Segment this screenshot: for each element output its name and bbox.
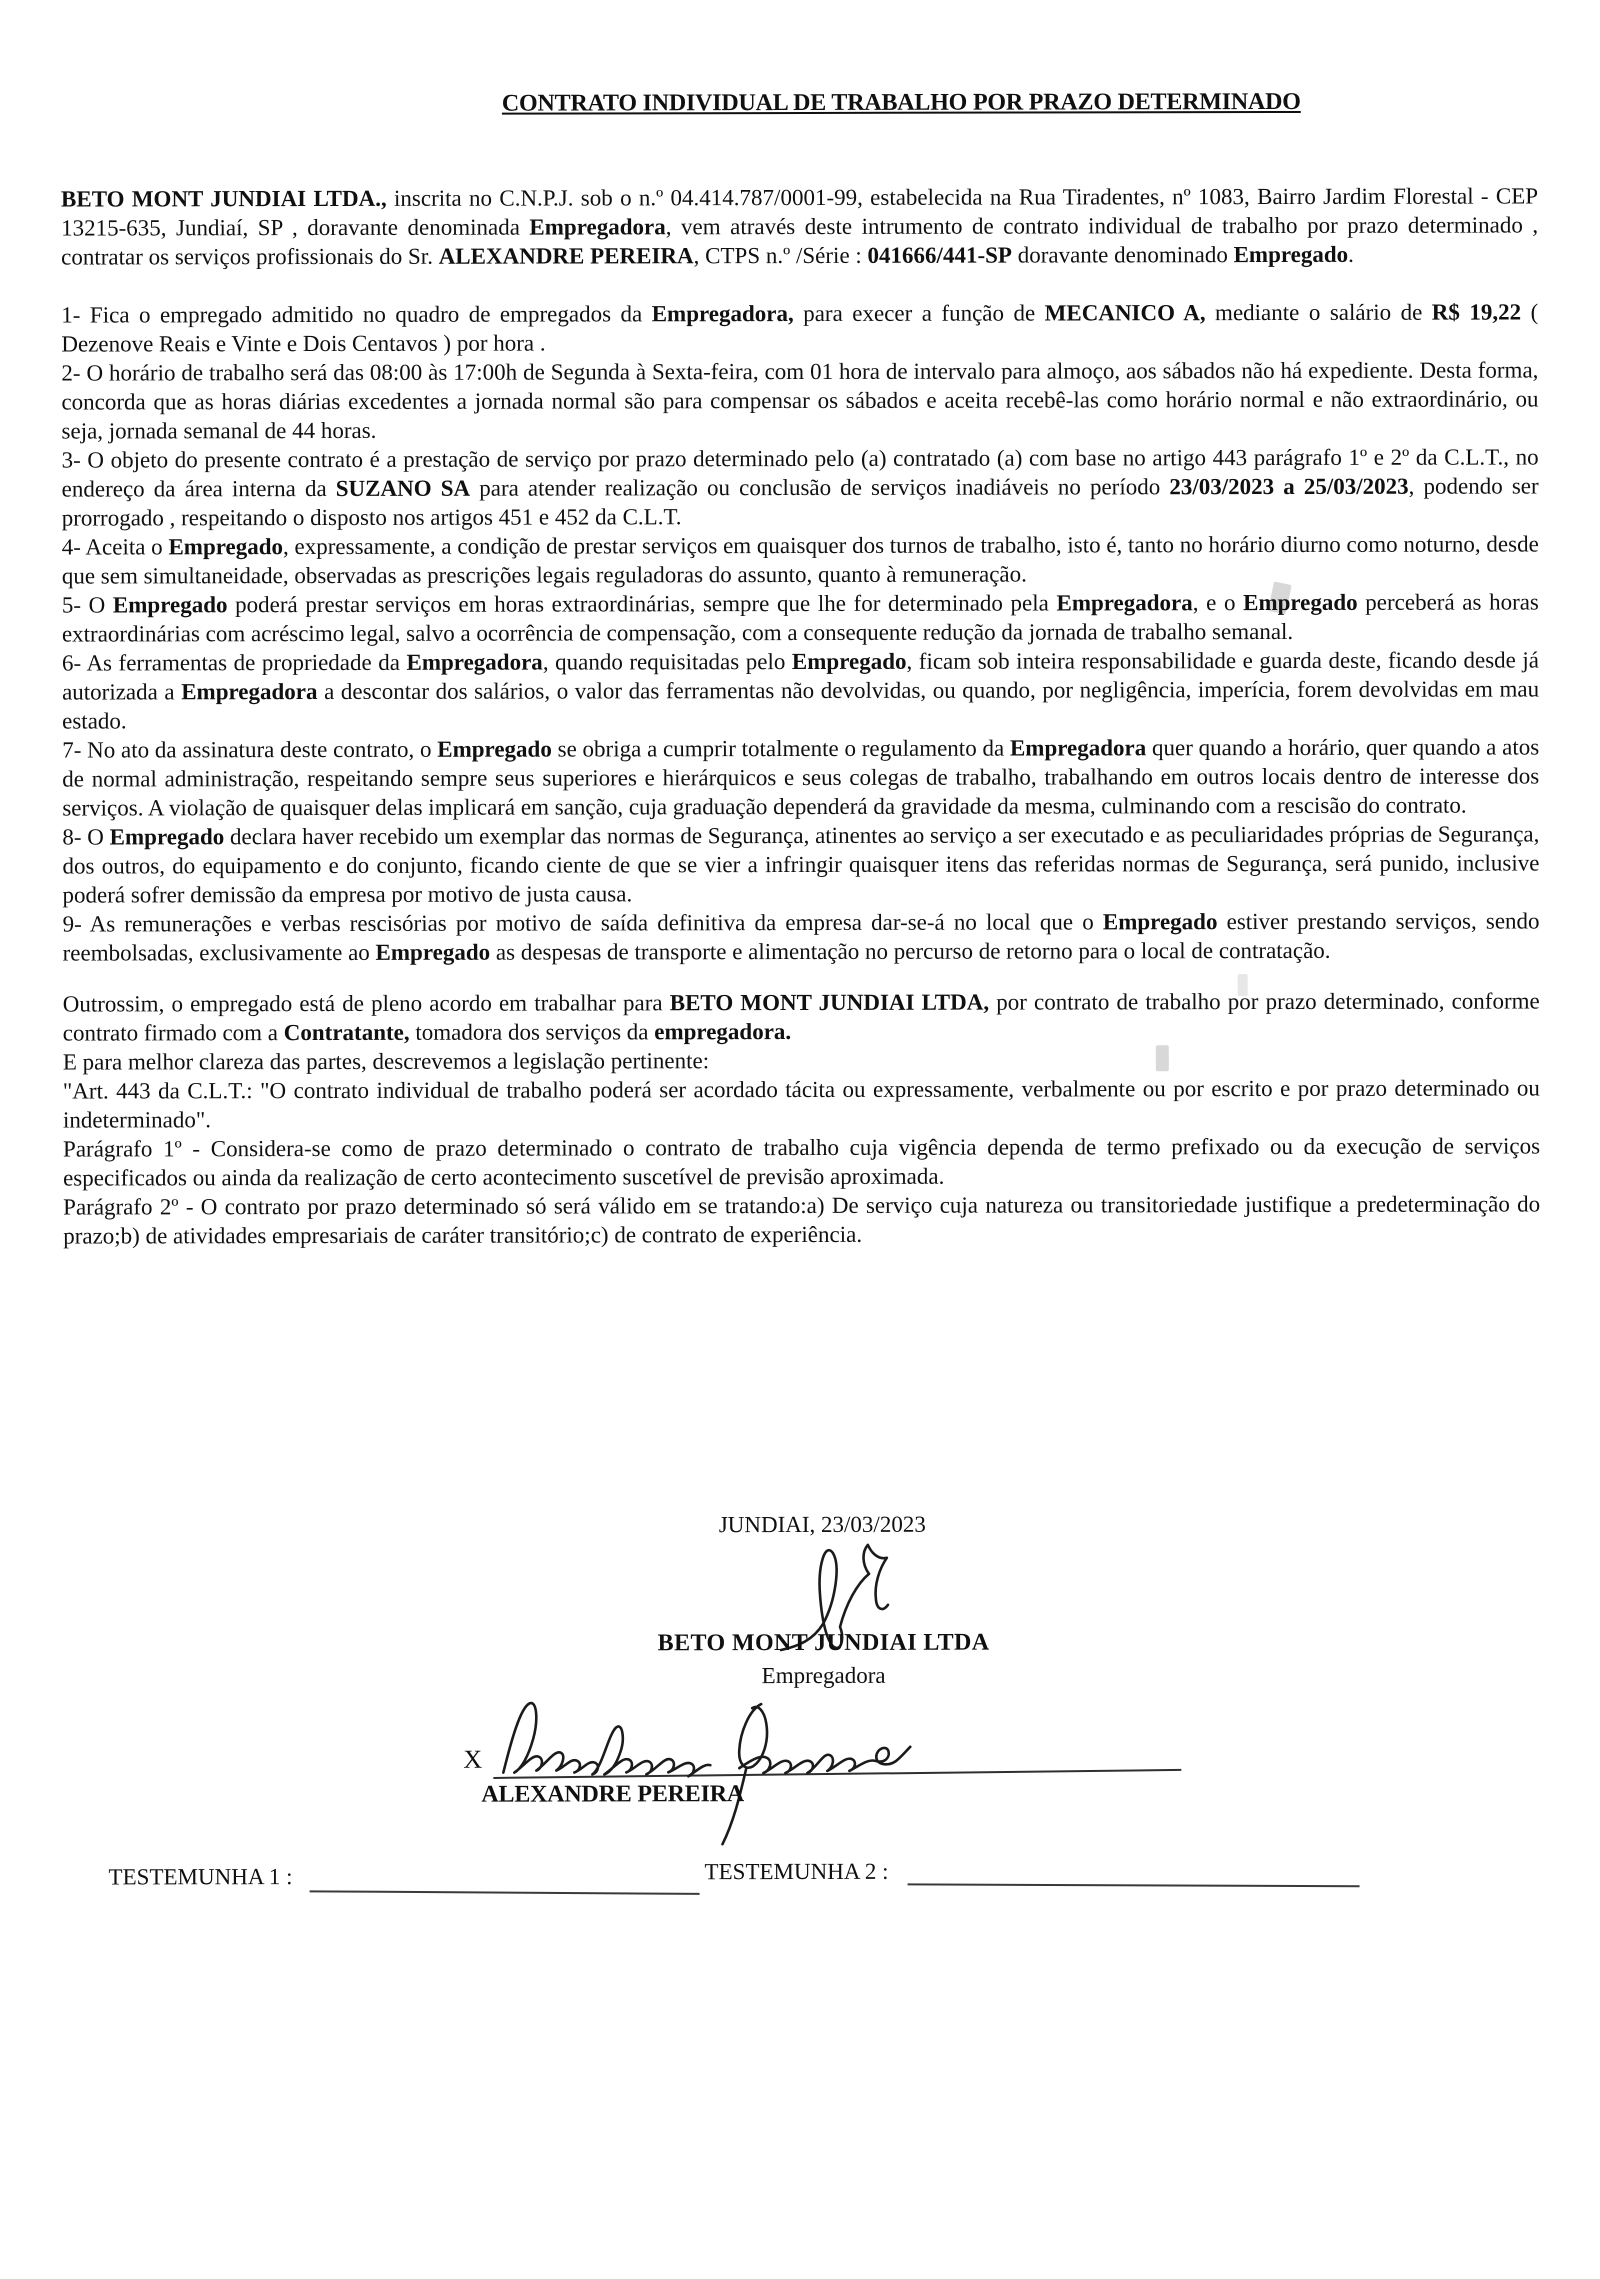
intro-paragraph: BETO MONT JUNDIAI LTDA., inscrita no C.N.P.J. sob o n.º 04.414.787/0001-99, estabelecida na Rua Tiradentes, nº 1083, Bairro Jardim Florestal - CEP 13215-635, Jundiaí, SP , doravante denominada Empregadora, vem através deste intrumento de contrato individual de trabalho por prazo determinado , contratar os serviços profissionais do Sr. ALEXANDRE PEREIRA, CTPS n.º /Série : 041666/441-SP doravante denominado Empregado. xyxy=(61,183,1539,270)
clause-6: 6- As ferramentas de propriedade da Empregadora, quando requisitadas pelo Empregado, ficam sob inteira responsabilidade e guarda deste, ficando desde já autorizada a Empregadora a descontar dos salários, o valor das ferramentas não devolvidas, ou quando, por negligência, imperícia, forem devolvidas em mau estado. xyxy=(61,647,1540,734)
employee-printed-name: ALEXANDRE PEREIRA xyxy=(481,1781,745,1808)
employer-role-label: Empregadora xyxy=(761,1662,886,1689)
legal-intro-line: E para melhor clareza das partes, descrevemos a legislação pertinente: xyxy=(62,1048,710,1075)
clause-8: 8- O Empregado declara haver recebido um exemplar das normas de Segurança, atinentes ao serviço a ser executado e as peculiaridades próprias de Segurança, dos outros, do equipamento e do conjunto, ficando ciente de que se vier a infringir quaisquer itens das referidas normas de Segurança, será punido, inclusive poderá sofrer demissão da empresa por motivo de justa causa. xyxy=(62,821,1540,908)
witness-1-signature-line xyxy=(310,1890,700,1895)
employee-signature-ink xyxy=(499,1698,929,1849)
witness-2-signature-line xyxy=(908,1883,1360,1887)
clause-3: 3- O objeto do presente contrato é a prestação de serviço por prazo determinado pelo (a) contratado (a) com base no artigo 443 parágrafo 1º e 2º da C.L.T., no endereço da área interna da SUZANO SA para atender realização ou conclusão de serviços inadiáveis no período 23/03/2023 a 25/03/2023, podendo ser prorrogado , respeitando o disposto nos artigos 451 e 452 da C.L.T. xyxy=(61,444,1539,531)
employer-company-name: BETO MONT JUNDIAI LTDA xyxy=(657,1629,990,1657)
clause-7: 7- No ato da assinatura deste contrato, o Empregado se obriga a cumprir totalmente o regulamento da Empregadora quer quando a horário, quer quando a atos de normal administração, respeitando sempre seus superiores e hierárquicos e seus colegas de trabalho, trabalhando em outros locais dentro de interesse dos serviços. A violação de quaisquer delas implicará em sanção, cuja graduação dependerá da gravidade da mesma, culminando com a rescisão do contrato. xyxy=(62,734,1540,821)
art-443-paragraph: "Art. 443 da C.L.T.: "O contrato individual de trabalho poderá ser acordado tácita ou expressamente, verbalmente ou por escrito e por prazo determinado ou indeterminado". xyxy=(62,1075,1540,1133)
employee-x-mark: X xyxy=(463,1744,483,1774)
paragrafo-2-paragraph: Parágrafo 2º - O contrato por prazo determinado só será válido em se tratando:a) De serviço cuja natureza ou transitoriedade justifique a predeterminação do prazo;b) de atividades empresariais de caráter transitório;c) de contrato de experiência. xyxy=(63,1191,1541,1249)
date-line: JUNDIAI, 23/03/2023 xyxy=(718,1511,926,1538)
clause-4: 4- Aceita o Empregado, expressamente, a condição de prestar serviços em quaisquer dos turnos de trabalho, isto é, tanto no horário diurno como noturno, desde que sem simultaneidade, observadas as prescrições legais reguladoras do assunto, quanto à remuneração. xyxy=(61,531,1539,589)
closing-block xyxy=(63,986,1541,1250)
witness-1-label: TESTEMUNHA 1 : xyxy=(108,1864,293,1890)
scan-smudge xyxy=(1238,974,1248,996)
scan-smudge xyxy=(1156,1045,1169,1071)
outrossim-paragraph: Outrossim, o empregado está de pleno acordo em trabalhar para BETO MONT JUNDIAI LTDA, por contrato de trabalho por prazo determinado, conforme contrato firmado com a Contratante, tomadora dos serviços da empregadora. xyxy=(62,988,1540,1046)
witness-2-label: TESTEMUNHA 2 : xyxy=(704,1858,889,1885)
paragrafo-1-paragraph: Parágrafo 1º - Considera-se como de prazo determinado o contrato de trabalho cuja vigência dependa de termo prefixado ou da execução de serviços especificados ou ainda da realização de certo acontecimento suscetível de previsão aproximada. xyxy=(62,1133,1541,1191)
employer-signature-block xyxy=(85,1628,1562,1690)
document-title: CONTRATO INDIVIDUAL DE TRABALHO POR PRAZO DETERMINADO xyxy=(501,88,1301,117)
clause-5: 5- O Empregado poderá prestar serviços em horas extraordinárias, sempre que lhe for determinado pela Empregadora, e o Empregado perceberá as horas extraordinárias com acréscimo legal, salvo a ocorrência de compensação, com a consequente redução da jornada de trabalho semanal. xyxy=(61,589,1539,647)
document-body xyxy=(61,181,1540,1250)
clause-9: 9- As remunerações e verbas rescisórias por motivo de saída definitiva da empresa dar-se-á no local que o Empregado estiver prestando serviços, sendo reembolsadas, exclusivamente ao Empregado as despesas de transporte e alimentação no percurso de retorno para o local de contratação. xyxy=(62,908,1540,966)
clauses-block xyxy=(61,297,1539,967)
clause-1: 1- Fica o empregado admitido no quadro de empregados da Empregadora, para execer a função de MECANICO A, mediante o salário de R$ 19,22 ( Dezenove Reais e Vinte e Dois Centavos ) por hora . xyxy=(61,299,1539,357)
clause-2: 2- O horário de trabalho será das 08:00 às 17:00h de Segunda à Sexta-feira, com 01 hora de intervalo para almoço, aos sábados não há expediente. Desta forma, concorda que as horas diárias excedentes a jornada normal são para compensar os sábados e aceita recebê-las como horário normal e não extraordinário, ou seja, jornada semanal de 44 horas. xyxy=(61,357,1539,444)
